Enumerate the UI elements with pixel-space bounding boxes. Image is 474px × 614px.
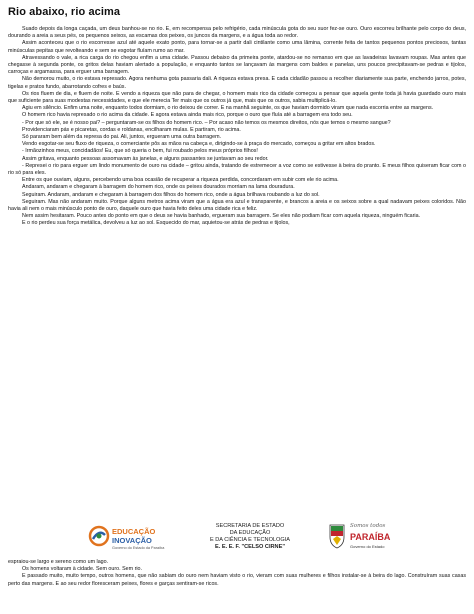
story-paragraph: Seguiram. Mas não andaram muito. Porque alguns metros acima viram que a água era azul e transparente, e brancos a areia e os seixos sobre a qual nadavam peixes coloridos. Não havia ali nem o mais minúsculo ponto de ouro, daquele ouro que havia feito deles uma cidade rica e feliz. [8,198,466,213]
page-footer [88,521,408,557]
story-paragraph: Só pararam bem além da represa do pai. Ali, juntos, ergueram uma outra barragem. [22,134,222,141]
story-paragraph: Assim gritava, enquanto pessoas assomavam às janelas, e alguns passantes se juntavam ao seu redor. [22,155,269,162]
story-paragraph: Assim aconteceu que o rio escorresse azul até aquele exato ponto, para tornar-se a partir dali cintilante como uma lâmina, corrente feita de tantos pequenos pontos preciosos, tantas minúsculas pepitas que revolteando e sem se esgotar fluíam rumo ao mar. [8,40,466,54]
logo-state-name: PARAÍBA [350,532,391,542]
story-paragraph: Os rios fluem de dia, e fluem de noite. E vendo a riqueza que não para de chegar, o homem mais rico da cidade começou a pensar que aquela gente toda já havia guardado ouro mais que suficiente para suas modestas necessidades, e que ele merecia Ter mais que os outros já que, mais que os outros, sabia multiplicá-lo. [8,90,466,105]
story-paragraph: O homem rico havia represado o rio acima da cidade. E agora estava ainda mais rico, porque o ouro que fluía até a barragem era todo seu. [22,112,353,119]
story-paragraph: Vendo esgotar-se seu fluxo de riqueza, o comerciante pôs as mãos na cabeça e, dirigindo-se à praça do mercado, começou a gritar em altos brados. [22,141,376,148]
story-paragraph: Providenciaram pás e picaretas, cordas e roldanas, encilharam mulas. E partiram, rio acima. [22,126,241,133]
story-paragraph: Não demorou muito, o rio estava represado. Agora nenhuma gota passaria dali. A riqueza estava presa. E cada cidadão passou a recolher diariamente sua parte, enchendo jarros, potes, tigelas e pratos fundo, abarrotando cofres e baús. [8,76,466,90]
paraiba-government-logo [328,521,410,557]
story-paragraph: Atravessando o vale, a rica carga do rio chegou enfim a uma cidade. Passou debaixo da primeira ponte, atardou-se no remanso em que as lavadeiras lavavam roupas. Mas antes que chegasse à segunda ponte, os gritos delas haviam alertado a população, e enquanto tantos se lançavam às margens com baldes e panelas, uns poucos precipitavam-se pedras e tijolos, carroças e argamassa, para erguer uma barragem. [8,54,466,76]
story-paragraph: - Irmãozinhos meus, concidadãos! Eu, que só queria o bem, fui roubado pelos meus próprios filhos! [22,148,258,155]
story-title: Rio abaixo, rio acima [8,6,121,18]
logo-script-text: Somos todos [350,523,386,529]
educacao-inovacao-logo [88,523,178,555]
state-crest-icon [328,523,346,549]
institution-line-1: SECRETARIA DE ESTADO [215,523,285,529]
story-paragraph: E passado muito, muito tempo, outros homens, que não sabiam do ouro nem haviam visto o rio, vieram com suas mulheres e filhos instalar-se à beira do lago. Construíram suas casas perto das margens. E ao seu redor floresceram peixes, flores e garças sentiram-se ricos. [8,573,466,587]
story-paragraph: Seguiram. Andaram, andaram e chegaram à barragem dos filhos do homem rico, onde a água brilhava roubando a luz do sol. [22,191,320,198]
institution-line-3: E DA CIÊNCIA E TECNOLOGIA [209,537,291,543]
story-continuation [8,559,466,588]
logo-text-inovacao: INOVAÇÃO [112,536,152,545]
logo-government-text: Governo do Estado [350,544,385,549]
story-paragraph: Os homens voltaram à cidade. Sem ouro. Sem rio. [22,566,142,573]
story-paragraph: E o rio perdeu sua força metálica, devolveu a luz ao sol. Esquecido do mar, aquietou-se atrás de pedras e tijolos, [22,220,290,227]
story-body [8,26,466,228]
story-paragraph: Nem assim hesitaram. Pouco antes do ponto em que o deus se havia banhado, ergueram sua barragem. Se eles não podiam ficar com aquela riqueza, ninguém ficaria. [22,213,421,220]
institution-heading [186,523,314,551]
institution-line-2: DA EDUCAÇÃO [229,530,271,536]
education-swirl-icon [88,525,110,547]
story-paragraph: Agiu em silêncio. Enfim uma noite, enquanto todos dormiam, o rio deixou de correr. E na manhã seguinte, os que haviam dormido viram que nada escorria entre as margens. [22,105,434,112]
story-paragraph: Andaram, andaram e chegaram à barragem do homem rico, onde os peixes dourados morriam na lama douradura. [22,184,295,191]
story-paragraph: - Por que só ele, se é nosso pai? – perguntaram-se os filhos do homem rico. – Por acaso não temos os mesmos direitos, nós que temos o mesmo sangue? [22,119,391,126]
logo-tagline: Governo do Estado da Paraíba [112,546,165,550]
story-paragraph: espraiou-se largo e sereno como um lago. [8,559,109,565]
story-paragraph: Suado depois da longa caçada, um deus banhou-se no rio. E, em recompensa pelo refrigério, cada minúscula gota do seu suor fez-se ouro. Ouro escorreu brilhante pelo corpo do deus, dourando a areia a seus pés, os pequenos seixos, as escamas dos peixes, os juncos da margens, e a água toda ao redor. [8,26,466,40]
school-name: E. E. E. F. "CELSO CIRNE" [215,544,285,550]
logo-text-educacao: EDUCAÇÃO [112,527,156,536]
story-paragraph: Entre os que ouviam, alguns, percebendo uma boa ocasião de recuperar a riqueza perdida, concordaram em subir com ele rio acima. [22,177,339,184]
story-paragraph: - Represei o rio para erguer um lindo monumento de ouro na cidade – gritou ainda, tratando de estremecer a voz como se estivesse à beira do pranto. E meus filhos quiseram ficar com o rio só para eles. [8,162,466,177]
